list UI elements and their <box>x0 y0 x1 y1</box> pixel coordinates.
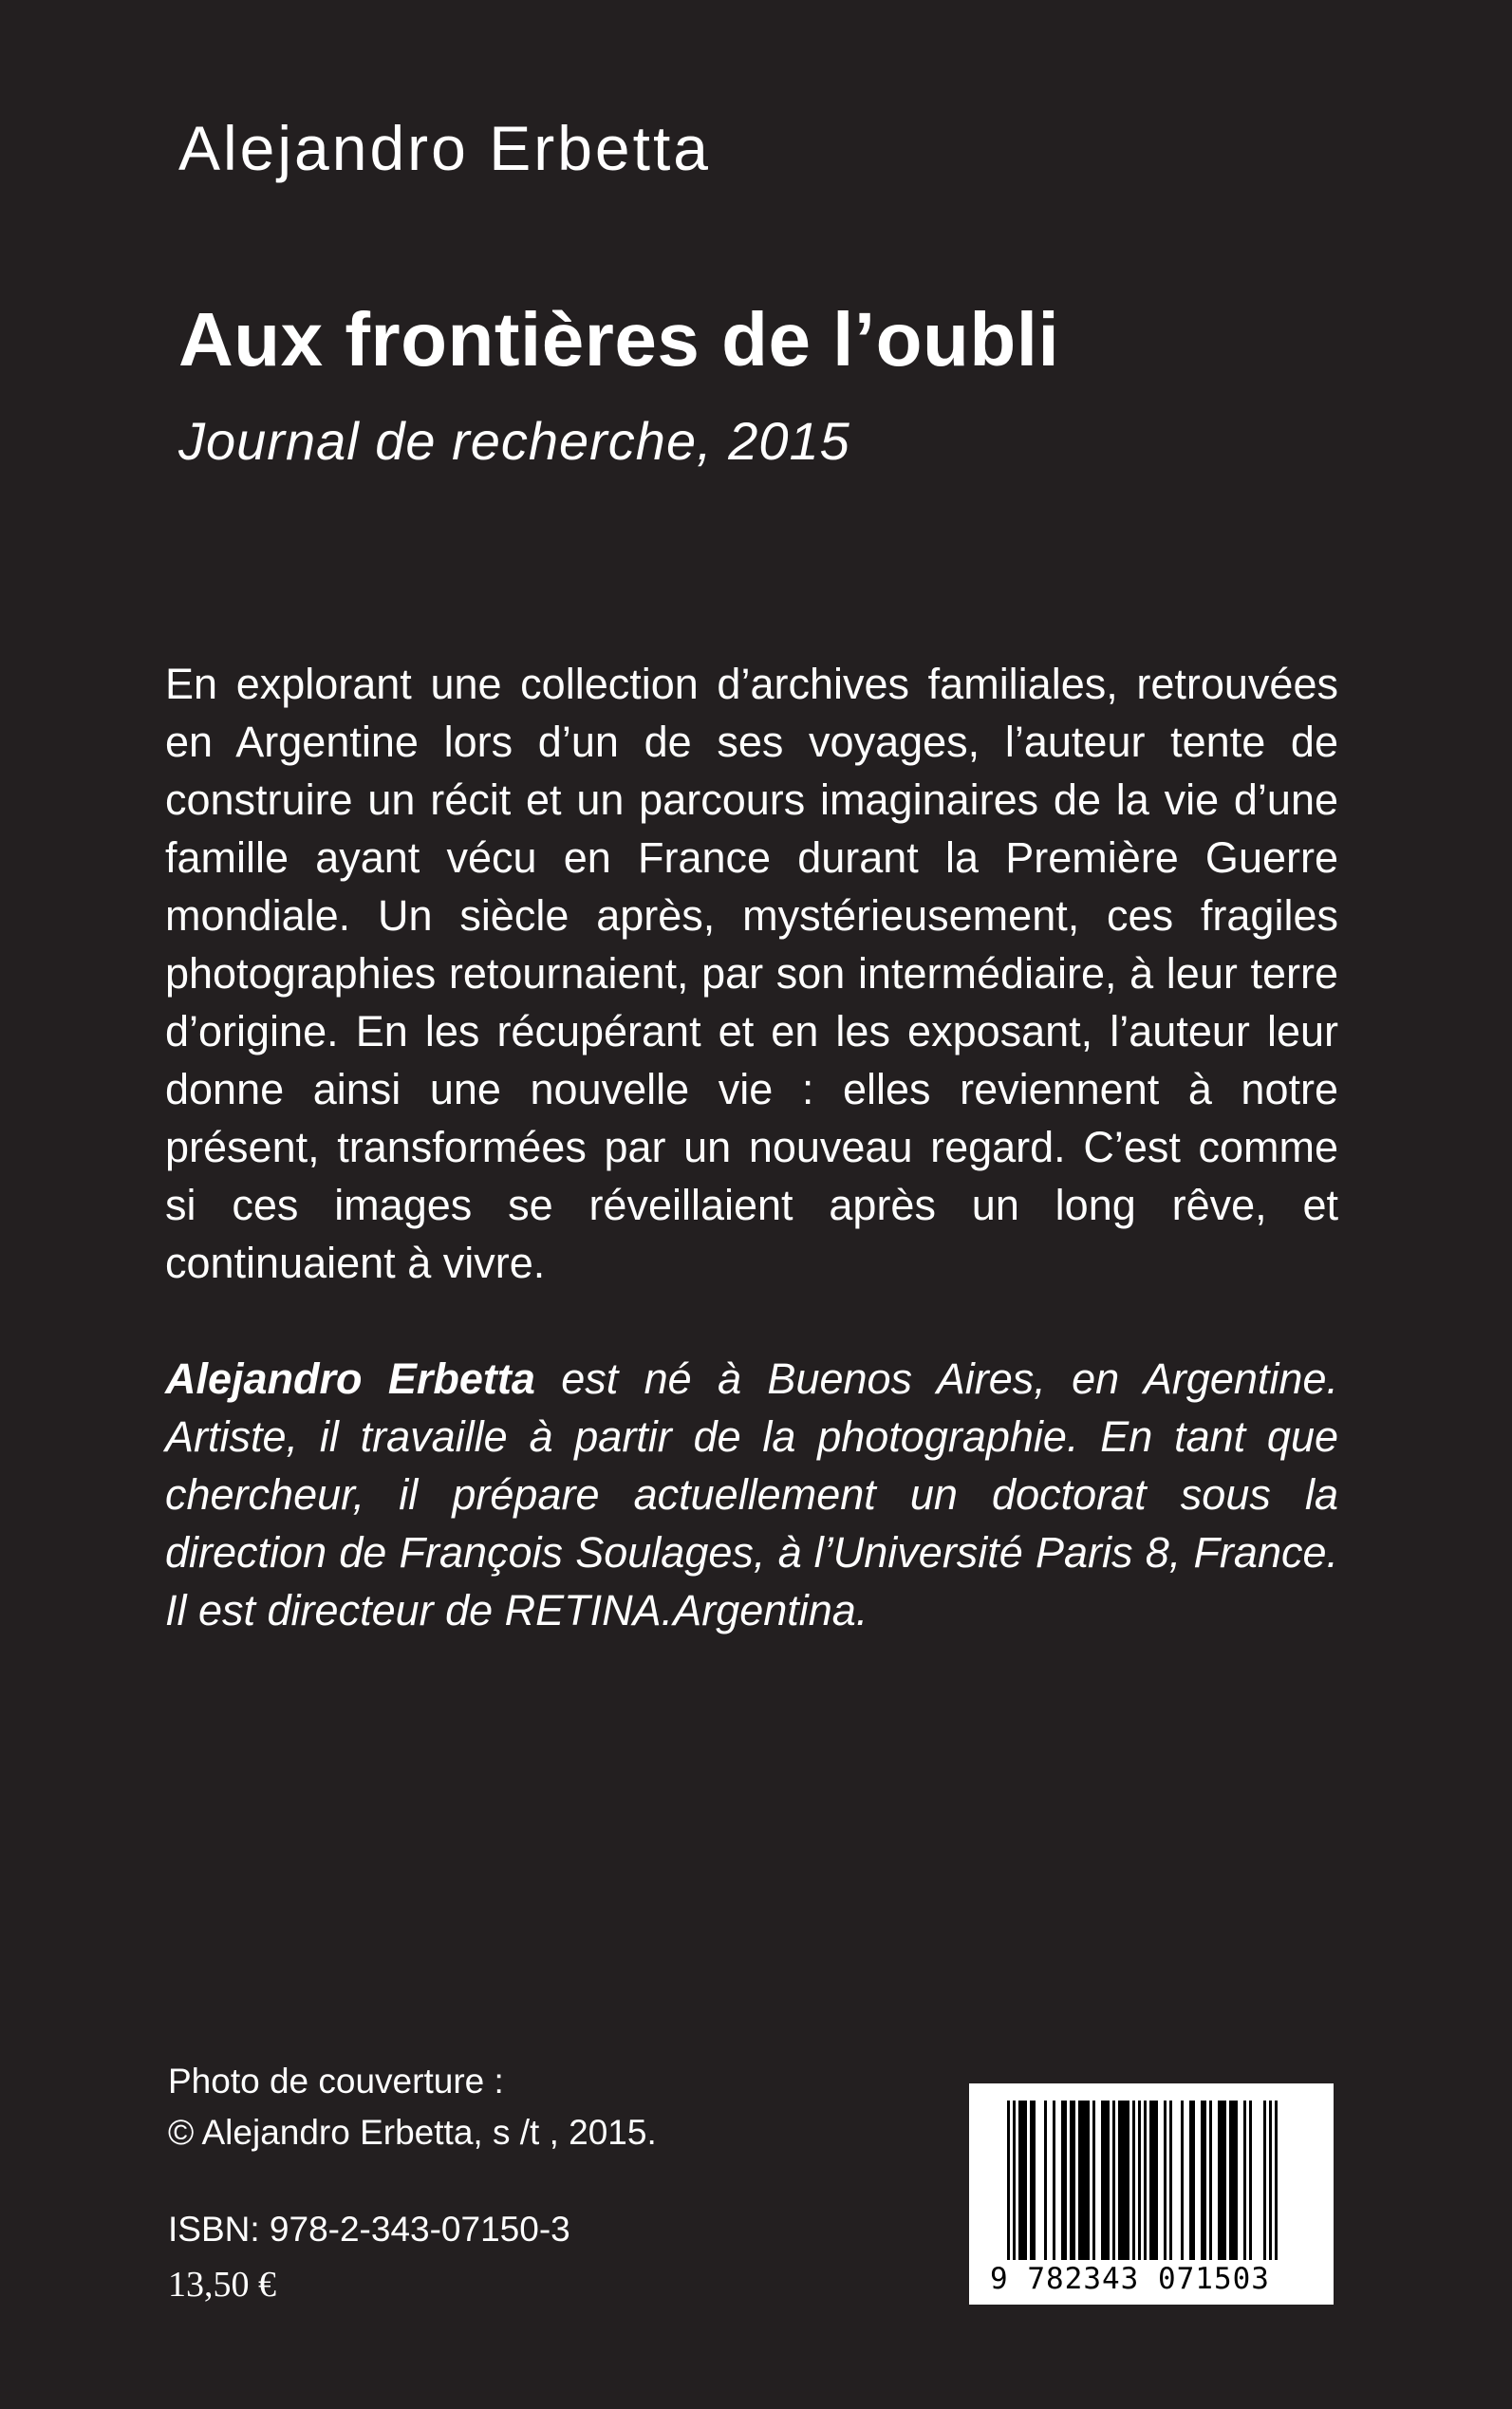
barcode-bar <box>1149 2101 1152 2260</box>
barcode-bar <box>1249 2101 1252 2260</box>
book-subtitle: Journal de recherche, 2015 <box>178 411 850 471</box>
barcode-bar <box>1269 2101 1272 2260</box>
barcode-bar <box>1121 2101 1124 2260</box>
barcode-bar <box>1087 2101 1090 2260</box>
barcode-bar <box>1104 2101 1107 2260</box>
barcode-digits: 9 782343 071503 <box>990 2262 1270 2296</box>
barcode-bar <box>1013 2101 1016 2260</box>
barcode-bar <box>1144 2101 1147 2260</box>
barcode-bar <box>1138 2101 1141 2260</box>
barcode-bar <box>1223 2101 1226 2260</box>
barcode-bar <box>1053 2101 1055 2260</box>
barcode-bar <box>1232 2101 1235 2260</box>
barcode-bar <box>1164 2101 1167 2260</box>
barcode-bar <box>1263 2101 1266 2260</box>
barcode-bar <box>1030 2101 1033 2260</box>
book-blurb: En explorant une collection d’archives familiales, retrouvées en Argentine lors d’un de ses voyages, l’auteur tente de construire un récit et un parcours imaginaires de la vie d’une famille ayant vécu en France durant la Première Guerre mondiale. Un siècle après, mystérieusement, ces fragiles photographies retournaient, par son intermédiaire, à leur terre d’origine. En les récupérant et en les exposant, l’auteur leur donne ainsi une nouvelle vie : elles reviennent à notre présent, transformées par un nouveau regard. C’est comme si ces images se réveillaient après un long rêve, et continuaient à vivre. <box>165 660 1338 1287</box>
barcode-bar <box>1112 2101 1115 2260</box>
photo-credit <box>168 2056 657 2158</box>
barcode-bar <box>1192 2101 1195 2260</box>
price: 13,50 € <box>168 2265 276 2305</box>
barcode-bar <box>1064 2101 1067 2260</box>
author-bio <box>165 1350 1338 1639</box>
author-name: Alejandro Erbetta <box>178 113 711 183</box>
barcode-bar <box>1209 2101 1212 2260</box>
barcode-bar <box>1132 2101 1135 2260</box>
barcode-bar <box>1061 2101 1064 2260</box>
book-title: Aux frontières de l’oubli <box>178 297 1060 382</box>
barcode-bar <box>1201 2101 1204 2260</box>
barcode-bar <box>1243 2101 1246 2260</box>
barcode-bar <box>1033 2101 1036 2260</box>
barcode <box>969 2083 1334 2305</box>
barcode-bar <box>1221 2101 1223 2260</box>
bio-author-name: Alejandro Erbetta <box>165 1354 535 1403</box>
barcode-bar <box>1169 2101 1172 2260</box>
barcode-bar <box>1275 2101 1278 2260</box>
barcode-bar <box>1118 2101 1121 2260</box>
barcode-bar <box>1218 2101 1221 2260</box>
barcode-bar <box>1092 2101 1095 2260</box>
photo-credit-label: Photo de couverture : <box>168 2062 504 2101</box>
barcode-bar <box>1070 2101 1073 2260</box>
barcode-bar <box>1101 2101 1104 2260</box>
bio-text: est né à Buenos Aires, en Argentine. Artiste, il travaille à partir de la photographie. En tant que chercheur, il prépare actuellement un doctorat sous la direction de François Soulages, à l’Université Paris 8, France. Il est directeur de RETINA.Argentina. <box>165 1354 1338 1634</box>
barcode-bar <box>1124 2101 1127 2260</box>
photo-credit-value: © Alejandro Erbetta, s /t , 2015. <box>168 2113 657 2152</box>
barcode-bar <box>1081 2101 1084 2260</box>
barcode-bar <box>1235 2101 1238 2260</box>
barcode-bar <box>1018 2101 1021 2260</box>
barcode-bar <box>1189 2101 1192 2260</box>
barcode-bar <box>1152 2101 1155 2260</box>
barcode-bar <box>1204 2101 1206 2260</box>
barcode-bar <box>1024 2101 1027 2260</box>
barcode-bar <box>1073 2101 1075 2260</box>
barcode-bar <box>1021 2101 1024 2260</box>
barcode-bar <box>1107 2101 1110 2260</box>
barcode-bar <box>1229 2101 1232 2260</box>
barcode-bar <box>1084 2101 1087 2260</box>
barcode-bar <box>1044 2101 1047 2260</box>
barcode-bar <box>1127 2101 1129 2260</box>
barcode-bar <box>1078 2101 1081 2260</box>
isbn: ISBN: 978-2-343-07150-3 <box>168 2210 570 2249</box>
barcode-bar <box>1007 2101 1010 2260</box>
barcode-bar <box>1181 2101 1184 2260</box>
barcode-bar <box>1155 2101 1158 2260</box>
